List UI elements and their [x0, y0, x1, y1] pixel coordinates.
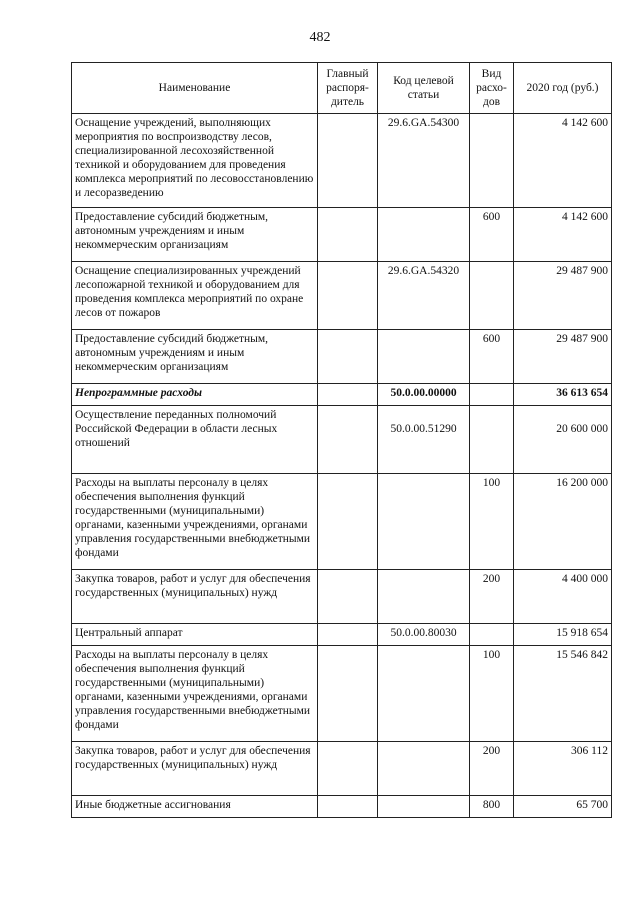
row-code: [378, 796, 470, 818]
row-kind: [470, 114, 514, 208]
row-code: 50.0.00.51290: [378, 406, 470, 474]
row-name: Осуществление переданных полномочий Российской Федерации в области лесных отношений: [72, 406, 318, 474]
header-name: Наименование: [72, 63, 318, 114]
row-amount: 4 142 600: [514, 114, 612, 208]
row-code: 50.0.00.00000: [378, 384, 470, 406]
row-code: [378, 474, 470, 570]
row-manager: [318, 796, 378, 818]
table-row: [72, 624, 612, 646]
row-kind: [470, 624, 514, 646]
row-code: 50.0.00.80030: [378, 624, 470, 646]
row-kind: 800: [470, 796, 514, 818]
table-row: [72, 474, 612, 570]
row-code: 29.6.GA.54300: [378, 114, 470, 208]
row-manager: [318, 330, 378, 384]
row-kind: [470, 384, 514, 406]
table-row: [72, 646, 612, 742]
row-name: Расходы на выплаты персоналу в целях обеспечения выполнения функций государственными (муниципальными) органами, казенными учреждениями, органами управления государственными внебюджетными фондами: [72, 646, 318, 742]
row-amount: 4 142 600: [514, 208, 612, 262]
row-code: 29.6.GA.54320: [378, 262, 470, 330]
budget-table: [71, 62, 612, 818]
row-name: Предоставление субсидий бюджетным, автономным учреждениям и иным некоммерческим организациям: [72, 330, 318, 384]
table-row: [72, 742, 612, 796]
row-kind: 100: [470, 646, 514, 742]
row-amount: 36 613 654: [514, 384, 612, 406]
row-manager: [318, 742, 378, 796]
page-number: 482: [309, 30, 331, 45]
table-row: [72, 406, 612, 474]
row-code: [378, 646, 470, 742]
row-code: [378, 570, 470, 624]
row-manager: [318, 114, 378, 208]
row-name: Оснащение специализированных учреждений лесопожарной техникой и оборудованием для проведения комплекса мероприятий по охране лесов от пожаров: [72, 262, 318, 330]
row-amount: 15 546 842: [514, 646, 612, 742]
table-header-row: [72, 63, 612, 114]
row-manager: [318, 262, 378, 330]
row-code: [378, 330, 470, 384]
row-code: [378, 742, 470, 796]
row-manager: [318, 570, 378, 624]
row-code: [378, 208, 470, 262]
table-row: [72, 570, 612, 624]
row-amount: 65 700: [514, 796, 612, 818]
row-name: Предоставление субсидий бюджетным, автономным учреждениям и иным некоммерческим организациям: [72, 208, 318, 262]
row-manager: [318, 208, 378, 262]
row-kind: 200: [470, 570, 514, 624]
header-target-code: Код целевой статьи: [378, 63, 470, 114]
table-row: [72, 330, 612, 384]
row-amount: 4 400 000: [514, 570, 612, 624]
row-amount: 29 487 900: [514, 262, 612, 330]
row-name: Центральный аппарат: [72, 624, 318, 646]
table-row: [72, 384, 612, 406]
row-amount: 16 200 000: [514, 474, 612, 570]
header-expense-type: Вид расхо-дов: [470, 63, 514, 114]
row-amount: 29 487 900: [514, 330, 612, 384]
row-manager: [318, 406, 378, 474]
row-kind: 600: [470, 208, 514, 262]
row-name: Закупка товаров, работ и услуг для обеспечения государственных (муниципальных) нужд: [72, 570, 318, 624]
row-amount: 20 600 000: [514, 406, 612, 474]
header-amount: 2020 год (руб.): [514, 63, 612, 114]
row-kind: 100: [470, 474, 514, 570]
row-kind: [470, 262, 514, 330]
table-row: [72, 262, 612, 330]
row-manager: [318, 646, 378, 742]
row-name: Оснащение учреждений, выполняющих мероприятия по воспроизводству лесов, специализированной лесохозяйственной техникой и оборудованием для проведения комплекса мероприятий по лесовосстановлению и лесоразведению: [72, 114, 318, 208]
row-name: Закупка товаров, работ и услуг для обеспечения государственных (муниципальных) нужд: [72, 742, 318, 796]
row-manager: [318, 384, 378, 406]
row-amount: 306 112: [514, 742, 612, 796]
row-name: Иные бюджетные ассигнования: [72, 796, 318, 818]
row-amount: 15 918 654: [514, 624, 612, 646]
table-row: [72, 796, 612, 818]
table-row: [72, 114, 612, 208]
row-name: Расходы на выплаты персоналу в целях обеспечения выполнения функций государственными (муниципальными) органами, казенными учреждениями, органами управления государственными внебюджетными фондами: [72, 474, 318, 570]
row-manager: [318, 624, 378, 646]
row-kind: 200: [470, 742, 514, 796]
table-row: [72, 208, 612, 262]
row-kind: [470, 406, 514, 474]
header-manager: Главный распоря-дитель: [318, 63, 378, 114]
row-name: Непрограммные расходы: [72, 384, 318, 406]
row-manager: [318, 474, 378, 570]
row-kind: 600: [470, 330, 514, 384]
